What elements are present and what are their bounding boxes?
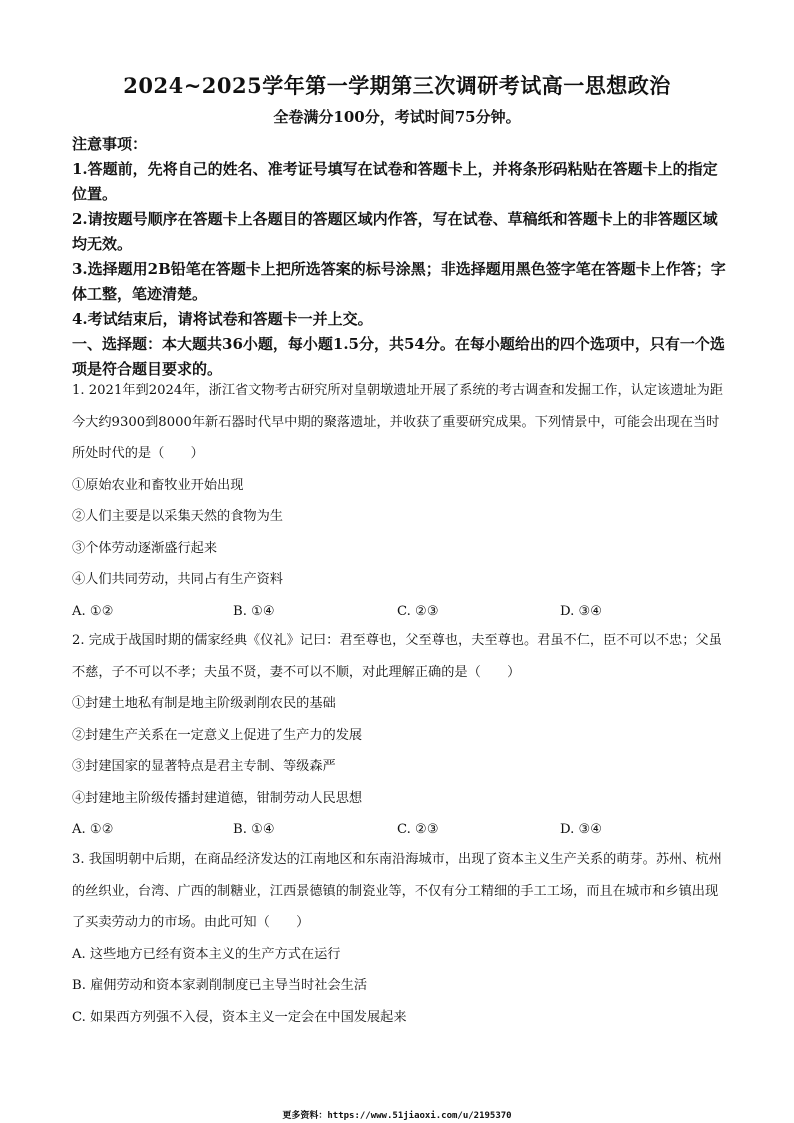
- notice-item: 3.选择题用2B铅笔在答题卡上把所选答案的标号涂黑；非选择题用黑色签字笔在答题卡上作答；字体工整，笔迹清楚。: [72, 260, 726, 303]
- options-row: [72, 814, 727, 846]
- option-b: B. ①④: [233, 603, 275, 619]
- statement: ④封建地主阶级传播封建道德，钳制劳动人民思想: [72, 790, 363, 806]
- statement: ①封建土地私有制是地主阶级剥削农民的基础: [72, 696, 336, 711]
- statement: ①原始农业和畜牧业开始出现: [72, 477, 244, 493]
- option-a: A. ①②: [72, 603, 114, 619]
- notice-heading: 注意事项：: [72, 135, 148, 153]
- exam-title: 2024~2025学年第一学期第三次调研考试高一思想政治: [123, 73, 671, 98]
- question-stem: 2. 完成于战国时期的儒家经典《仪礼》记曰：君至尊也，父至尊也，夫至尊也。君虽不仁，臣不可以不忠；父虽不慈，子不可以不孝；夫虽不贤，妻不可以不顺，对此理解正确的是（ ）: [72, 633, 722, 680]
- question-stem: 1. 2021年到2024年，浙江省文物考古研究所对皇朝墩遗址开展了系统的考古调查和发掘工作，认定该遗址为距今大约9300到8000年新石器时代早中期的聚落遗址，并收获了重要研究成果。下列情景中，可能会出现在当时所处时代的是（ ）: [72, 383, 723, 461]
- notice-item: 4.考试结束后，请将试卷和答题卡一并上交。: [72, 310, 373, 328]
- question-3: [72, 844, 727, 1033]
- section-heading: 一、选择题：本大题共36小题，每小题1.5分，共54分。在每小题给出的四个选项中，只有一个选项是符合题目要求的。: [72, 335, 725, 378]
- notice-block: [72, 132, 732, 382]
- statement: ③个体劳动逐渐盛行起来: [72, 540, 218, 556]
- notice-item: 2.请按题号顺序在答题卡上各题目的答题区域内作答，写在试卷、草稿纸和答题卡上的非答题区域均无效。: [72, 210, 718, 253]
- notice-item: 1.答题前，先将自己的姓名、准考证号填写在试卷和答题卡上，并将条形码粘贴在答题卡上的指定位置。: [72, 160, 718, 203]
- option-d: D. ③④: [560, 603, 603, 619]
- option-c: C. ②③: [397, 603, 439, 619]
- statement: ②人们主要是以采集天然的食物为生: [72, 509, 283, 524]
- choice: A. 这些地方已经有资本主义的生产方式在运行: [72, 946, 341, 962]
- question-stem: 3. 我国明朝中后期，在商品经济发达的江南地区和东南沿海城市，出现了资本主义生产关系的萌芽。苏州、杭州的丝织业，台湾、广西的制糖业，江西景德镇的制瓷业等，不仅有分工精细的手工工场，而且在城市和乡镇出现了买卖劳动力的市场。由此可知（ ）: [72, 852, 722, 930]
- footer-link[interactable]: 更多资料：https://www.51jiaoxi.com/u/2195370: [282, 1111, 512, 1121]
- option-c: C. ②③: [397, 822, 439, 837]
- option-d: D. ③④: [560, 822, 603, 837]
- statement: ②封建生产关系在一定意义上促进了生产力的发展: [72, 727, 363, 743]
- exam-subtitle: 全卷满分100分，考试时间75分钟。: [273, 108, 521, 126]
- option-a: A. ①②: [72, 822, 114, 837]
- choice: B. 雇佣劳动和资本家剥削制度已主导当时社会生活: [72, 978, 368, 993]
- statement: ④人们共同劳动，共同占有生产资料: [72, 572, 283, 587]
- options-row: [72, 596, 727, 628]
- choice: C. 如果西方列强不入侵，资本主义一定会在中国发展起来: [72, 1009, 407, 1025]
- option-b: B. ①④: [233, 822, 275, 837]
- question-2: [72, 625, 727, 846]
- question-1: [72, 375, 727, 627]
- statement: ③封建国家的显著特点是君主专制、等级森严: [72, 759, 336, 774]
